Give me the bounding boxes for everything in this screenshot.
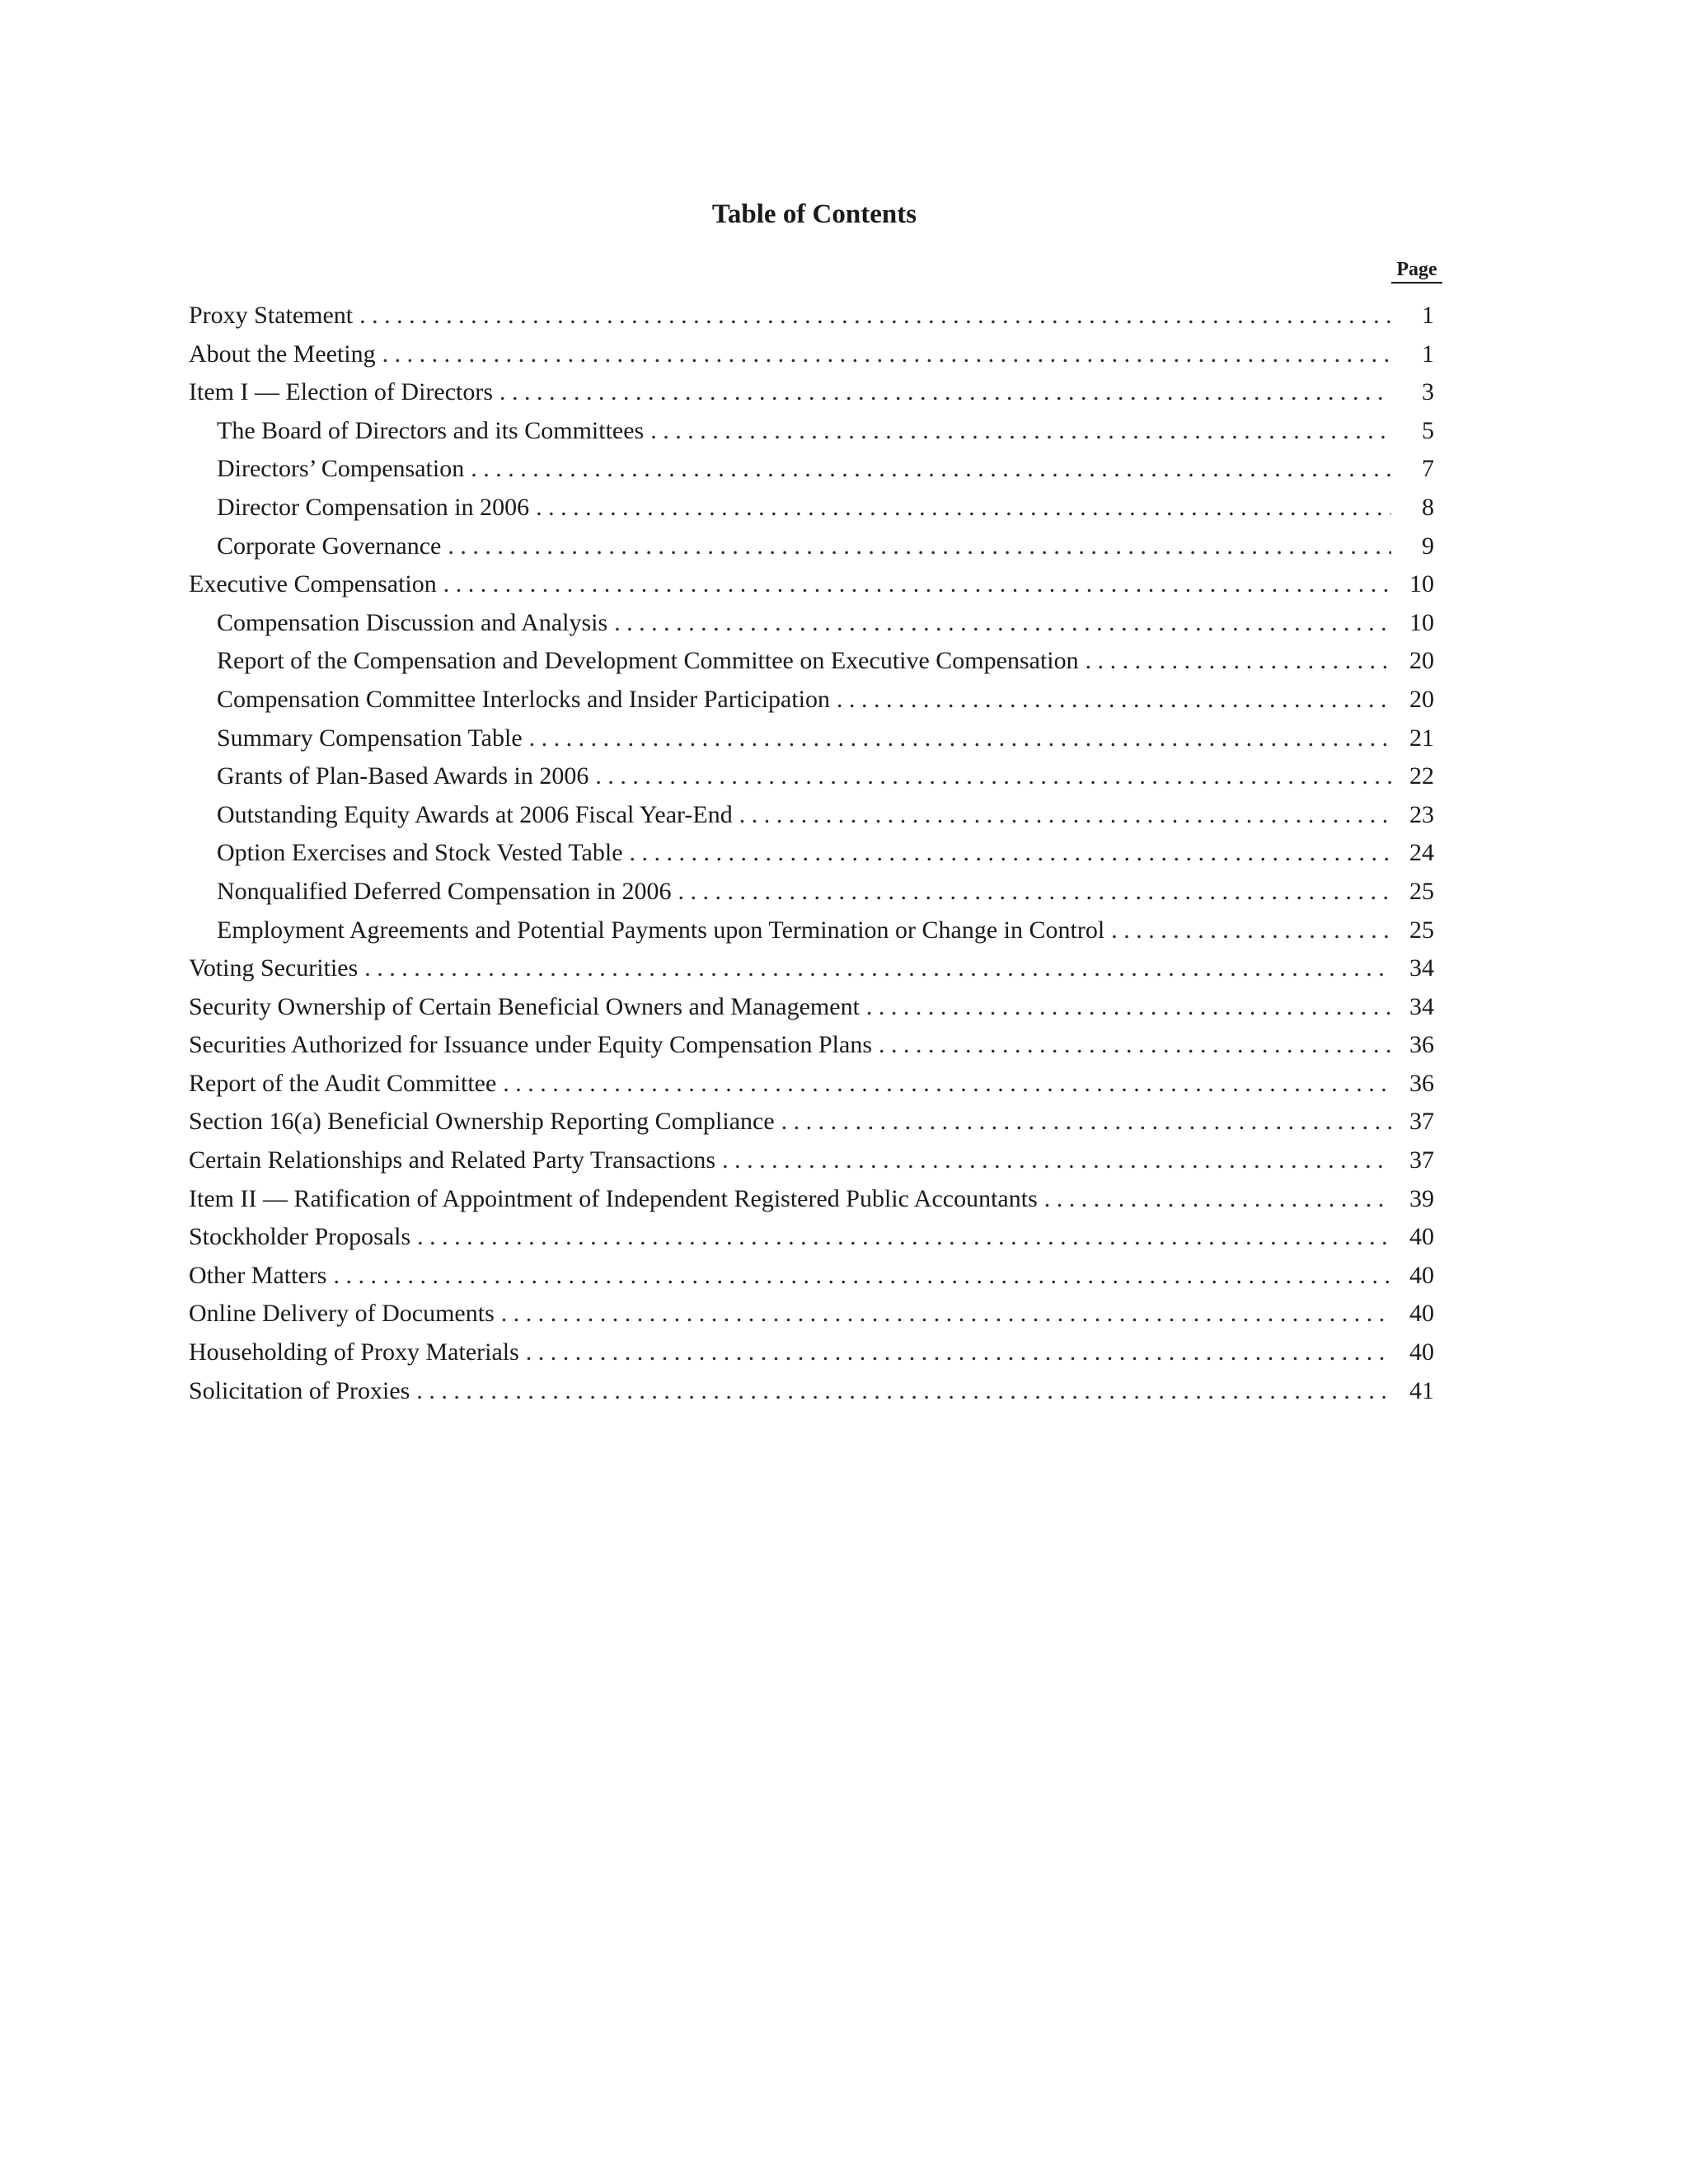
dot-leader	[837, 681, 1391, 719]
dot-leader	[501, 1295, 1391, 1333]
toc-entry-title[interactable]: Director Compensation in 2006	[217, 493, 530, 521]
toc-entry-page-number[interactable]: 10	[1409, 608, 1434, 636]
toc-entry-page-number[interactable]: 40	[1409, 1223, 1434, 1251]
toc-entry-title[interactable]: Online Delivery of Documents	[189, 1300, 495, 1328]
toc-entry[interactable]	[189, 1065, 1442, 1104]
toc-entry-title[interactable]: The Board of Directors and its Committees	[217, 416, 645, 444]
toc-entry[interactable]	[189, 1026, 1442, 1065]
toc-entry[interactable]	[189, 1372, 1442, 1411]
toc-entry[interactable]	[189, 988, 1442, 1027]
toc-entry-page-number[interactable]: 34	[1409, 954, 1434, 982]
dot-leader	[879, 1026, 1391, 1065]
dot-leader	[443, 565, 1391, 604]
toc-entry[interactable]	[189, 719, 1442, 758]
toc-entry[interactable]	[189, 373, 1442, 412]
toc-entry-page-number[interactable]: 1	[1422, 340, 1434, 368]
toc-entry[interactable]	[189, 642, 1442, 681]
toc-entry-title[interactable]: Compensation Discussion and Analysis	[217, 608, 608, 636]
toc-entry-title[interactable]: Stockholder Proposals	[189, 1223, 411, 1251]
toc-entry[interactable]	[189, 527, 1442, 566]
toc-entry[interactable]	[189, 796, 1442, 835]
toc-entry-page-number[interactable]: 25	[1409, 877, 1434, 905]
toc-entry-page-number[interactable]: 20	[1409, 685, 1434, 713]
toc-entry[interactable]	[189, 335, 1442, 374]
dot-leader	[417, 1218, 1391, 1257]
dot-leader	[781, 1103, 1391, 1141]
dot-leader	[333, 1257, 1391, 1296]
toc-entry-page-number[interactable]: 24	[1409, 839, 1434, 867]
toc-entry-title[interactable]: Summary Compensation Table	[217, 724, 523, 752]
dot-leader	[364, 949, 1391, 988]
toc-entry-page-number[interactable]: 8	[1422, 493, 1434, 521]
toc-entry-page-number[interactable]: 25	[1409, 916, 1434, 944]
dot-leader	[526, 1333, 1391, 1372]
toc-entry-title[interactable]: Report of the Audit Committee	[189, 1069, 497, 1097]
toc-entry-title[interactable]: Compensation Committee Interlocks and Insider Participation	[217, 685, 831, 713]
toc-entry-page-number[interactable]: 37	[1409, 1146, 1434, 1174]
toc-entry[interactable]	[189, 450, 1442, 489]
toc-entry[interactable]	[189, 757, 1442, 796]
toc-entry-page-number[interactable]: 20	[1409, 647, 1434, 675]
page-column-header: Page	[1391, 257, 1442, 284]
toc-entry[interactable]	[189, 604, 1442, 643]
toc-entry-page-number[interactable]: 39	[1409, 1184, 1434, 1212]
toc-entry-title[interactable]: Solicitation of Proxies	[189, 1376, 410, 1404]
toc-entry[interactable]	[189, 1180, 1442, 1219]
dot-leader	[722, 1141, 1391, 1180]
toc-entry-title[interactable]: Executive Compensation	[189, 570, 437, 598]
toc-entry[interactable]	[189, 1218, 1442, 1257]
toc-entry[interactable]	[189, 1257, 1442, 1296]
toc-entry-page-number[interactable]: 40	[1409, 1300, 1434, 1328]
toc-entry[interactable]	[189, 1103, 1442, 1141]
toc-entry-title[interactable]: Report of the Compensation and Development Committee on Executive Compensation	[217, 647, 1079, 675]
toc-entry-title[interactable]: Item I — Election of Directors	[189, 378, 494, 406]
table-of-contents	[189, 297, 1442, 1410]
dot-leader	[678, 873, 1391, 912]
dot-leader	[499, 373, 1391, 412]
toc-entry[interactable]	[189, 1333, 1442, 1372]
toc-entry-page-number[interactable]: 10	[1409, 570, 1434, 598]
dot-leader	[536, 489, 1391, 527]
toc-entry[interactable]	[189, 489, 1442, 527]
toc-entry-title[interactable]: Corporate Governance	[217, 532, 442, 560]
toc-entry-title[interactable]: Householding of Proxy Materials	[189, 1338, 519, 1366]
toc-entry[interactable]	[189, 681, 1442, 719]
toc-entry[interactable]	[189, 1295, 1442, 1333]
dot-leader	[471, 450, 1391, 489]
toc-entry-title[interactable]: Grants of Plan-Based Awards in 2006	[217, 762, 589, 790]
toc-entry[interactable]	[189, 565, 1442, 604]
toc-entry-title[interactable]: Proxy Statement	[189, 302, 354, 329]
toc-entry-page-number[interactable]: 41	[1409, 1376, 1434, 1404]
toc-entry[interactable]	[189, 1141, 1442, 1180]
toc-entry-page-number[interactable]: 21	[1409, 724, 1434, 752]
toc-entry[interactable]	[189, 873, 1442, 912]
toc-entry[interactable]	[189, 949, 1442, 988]
toc-entry[interactable]	[189, 834, 1442, 873]
toc-entry-page-number[interactable]: 40	[1409, 1261, 1434, 1289]
toc-entry-page-number[interactable]: 9	[1422, 532, 1434, 560]
toc-entry-title[interactable]: Voting Securities	[189, 954, 359, 982]
toc-entry-page-number[interactable]: 3	[1422, 378, 1434, 406]
toc-entry[interactable]	[189, 297, 1442, 335]
page-title: Table of Contents	[711, 199, 917, 229]
dot-leader	[529, 719, 1391, 758]
toc-entry-title[interactable]: Section 16(a) Beneficial Ownership Reporting Compliance	[189, 1108, 775, 1136]
dot-leader	[1085, 642, 1391, 681]
dot-leader	[503, 1065, 1391, 1104]
toc-entry-title[interactable]: Nonqualified Deferred Compensation in 2006	[217, 877, 672, 905]
dot-leader	[1111, 912, 1391, 950]
dot-leader	[630, 834, 1391, 873]
toc-entry-title[interactable]: Directors’ Compensation	[217, 455, 465, 483]
dot-leader	[614, 604, 1391, 643]
toc-entry-page-number[interactable]: 40	[1409, 1338, 1434, 1366]
dot-leader	[448, 527, 1391, 566]
toc-entry-title[interactable]: Item II — Ratification of Appointment of Independent Registered Public Accountants	[189, 1184, 1038, 1212]
toc-entry-title[interactable]: Security Ownership of Certain Beneficial Owners and Management	[189, 992, 860, 1020]
toc-entry-title[interactable]: About the Meeting	[189, 340, 376, 368]
toc-entry-page-number[interactable]: 23	[1409, 800, 1434, 828]
dot-leader	[866, 988, 1391, 1027]
toc-entry-title[interactable]: Employment Agreements and Potential Payments upon Termination or Change in Control	[217, 916, 1105, 944]
toc-entry-title[interactable]: Other Matters	[189, 1261, 327, 1289]
toc-entry-page-number[interactable]: 7	[1422, 455, 1434, 483]
toc-entry-title[interactable]: Securities Authorized for Issuance under Equity Compensation Plans	[189, 1031, 872, 1059]
toc-entry-title[interactable]: Option Exercises and Stock Vested Table	[217, 839, 623, 867]
dot-leader	[650, 412, 1391, 451]
toc-entry-page-number[interactable]: 36	[1409, 1031, 1434, 1059]
dot-leader	[1044, 1180, 1391, 1219]
toc-entry-page-number[interactable]: 36	[1409, 1069, 1434, 1097]
toc-entry-page-number[interactable]: 34	[1409, 992, 1434, 1020]
toc-entry-page-number[interactable]: 5	[1422, 416, 1434, 444]
toc-entry-page-number[interactable]: 37	[1409, 1108, 1434, 1136]
toc-entry-page-number[interactable]: 1	[1422, 302, 1434, 329]
toc-entry-title[interactable]: Outstanding Equity Awards at 2006 Fiscal Year-End	[217, 800, 733, 828]
dot-leader	[359, 297, 1391, 335]
toc-entry[interactable]	[189, 412, 1442, 451]
dot-leader	[595, 757, 1391, 796]
dot-leader	[382, 335, 1391, 374]
toc-entry-page-number[interactable]: 22	[1409, 762, 1434, 790]
toc-entry[interactable]	[189, 912, 1442, 950]
dot-leader	[416, 1372, 1391, 1411]
dot-leader	[739, 796, 1391, 835]
toc-entry-title[interactable]: Certain Relationships and Related Party Transactions	[189, 1146, 716, 1174]
